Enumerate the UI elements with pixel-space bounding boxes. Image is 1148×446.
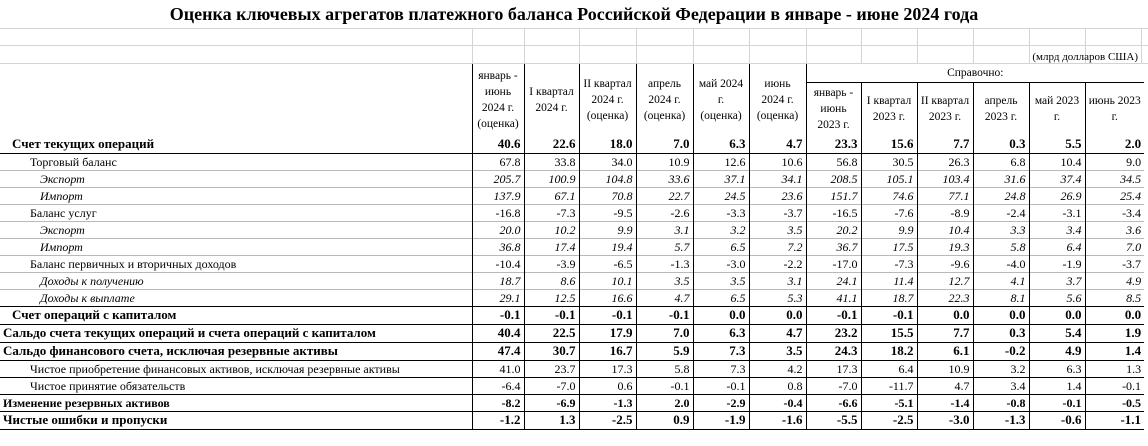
table-row xyxy=(0,135,1144,153)
value-cell: 3.1 xyxy=(636,221,693,238)
row-label: Торговый баланс xyxy=(30,154,117,169)
value-cell: -3.3 xyxy=(693,204,749,221)
value-cell: 3.5 xyxy=(749,221,806,238)
value-cell: 37.4 xyxy=(1029,170,1085,187)
value-cell: 5.8 xyxy=(636,360,693,377)
value-cell: 5.7 xyxy=(636,238,693,255)
value-cell: 10.2 xyxy=(524,221,579,238)
value-cell: 3.4 xyxy=(973,377,1029,394)
value-cell: 5.4 xyxy=(1029,324,1085,342)
value-cell: -0.1 xyxy=(579,306,636,324)
value-cell: 6.5 xyxy=(693,289,749,306)
value-cell: -7.0 xyxy=(806,377,861,394)
value-cell: -6.5 xyxy=(579,255,636,272)
value-cell: 4.2 xyxy=(749,360,806,377)
value-cell: 0.0 xyxy=(749,306,806,324)
value-cell: 0.6 xyxy=(579,377,636,394)
value-cell: -7.3 xyxy=(524,204,579,221)
table-row xyxy=(0,324,1144,342)
value-cell: 6.4 xyxy=(1029,238,1085,255)
table-row xyxy=(0,272,1144,289)
value-cell: 19.4 xyxy=(579,238,636,255)
value-cell: -8.9 xyxy=(917,204,973,221)
value-cell: -0.1 xyxy=(1085,377,1144,394)
value-cell: -2.5 xyxy=(579,411,636,429)
value-cell: -1.3 xyxy=(973,411,1029,429)
value-cell: 17.5 xyxy=(861,238,917,255)
value-cell: 7.0 xyxy=(636,324,693,342)
value-cell: 12.6 xyxy=(693,153,749,170)
value-cell: 31.6 xyxy=(973,170,1029,187)
value-cell: 10.9 xyxy=(917,360,973,377)
value-cell: 40.6 xyxy=(472,135,524,153)
table-row xyxy=(0,221,1144,238)
col-header: июнь 2024 г. (оценка) xyxy=(749,64,806,135)
value-cell: -4.0 xyxy=(973,255,1029,272)
col-header: январь - июнь 2023 г. xyxy=(806,83,861,136)
value-cell: 0.3 xyxy=(973,324,1029,342)
value-cell: -16.8 xyxy=(472,204,524,221)
row-label: Баланс услуг xyxy=(30,205,97,220)
value-cell: -0.1 xyxy=(472,306,524,324)
value-cell: 6.8 xyxy=(973,153,1029,170)
value-cell: 34.0 xyxy=(579,153,636,170)
value-cell: -0.1 xyxy=(636,306,693,324)
value-cell: 0.9 xyxy=(636,411,693,429)
row-label: Изменение резервных активов xyxy=(3,395,170,410)
value-cell: 7.7 xyxy=(917,135,973,153)
table-row xyxy=(0,394,1144,411)
table-row xyxy=(0,170,1144,187)
value-cell: 9.0 xyxy=(1085,153,1144,170)
value-cell: -0.2 xyxy=(973,342,1029,360)
value-cell: 25.4 xyxy=(1085,187,1144,204)
value-cell: 3.5 xyxy=(693,272,749,289)
table-row xyxy=(0,153,1144,170)
col-header: II квартал 2024 г. (оценка) xyxy=(579,64,636,135)
value-cell: -1.3 xyxy=(579,394,636,411)
value-cell: 3.7 xyxy=(1029,272,1085,289)
value-cell: 1.4 xyxy=(1085,342,1144,360)
value-cell: -6.6 xyxy=(806,394,861,411)
value-cell: 0.3 xyxy=(973,135,1029,153)
value-cell: 5.3 xyxy=(749,289,806,306)
value-cell: 0.0 xyxy=(1029,306,1085,324)
value-cell: 3.4 xyxy=(1029,221,1085,238)
value-cell: 56.8 xyxy=(806,153,861,170)
value-cell: 23.2 xyxy=(806,324,861,342)
page-title: Оценка ключевых агрегатов платежного баланса Российской Федерации в январе - июне 2024 года xyxy=(169,4,979,24)
value-cell: 24.8 xyxy=(973,187,1029,204)
table-row xyxy=(0,289,1144,306)
value-cell: 5.8 xyxy=(973,238,1029,255)
value-cell: 8.1 xyxy=(973,289,1029,306)
value-cell: 7.0 xyxy=(1085,238,1144,255)
col-header: I квартал 2023 г. xyxy=(861,83,917,136)
value-cell: 6.3 xyxy=(1029,360,1085,377)
value-cell: 15.5 xyxy=(861,324,917,342)
value-cell: -11.7 xyxy=(861,377,917,394)
unit-label: (млрд долларов США) xyxy=(1032,51,1138,63)
value-cell: 3.2 xyxy=(973,360,1029,377)
value-cell: 1.4 xyxy=(1029,377,1085,394)
value-cell: -16.5 xyxy=(806,204,861,221)
value-cell: 4.7 xyxy=(636,289,693,306)
row-label: Импорт xyxy=(40,188,83,203)
value-cell: 29.1 xyxy=(472,289,524,306)
value-cell: 26.3 xyxy=(917,153,973,170)
value-cell: 22.7 xyxy=(636,187,693,204)
value-cell: 6.4 xyxy=(861,360,917,377)
value-cell: 5.9 xyxy=(636,342,693,360)
value-cell: 77.1 xyxy=(917,187,973,204)
value-cell: -2.6 xyxy=(636,204,693,221)
balance-table xyxy=(0,64,1144,430)
label-column-header xyxy=(0,64,472,135)
value-cell: -2.9 xyxy=(693,394,749,411)
value-cell: -0.1 xyxy=(693,377,749,394)
value-cell: -3.7 xyxy=(749,204,806,221)
value-cell: -5.1 xyxy=(861,394,917,411)
value-cell: 4.7 xyxy=(749,135,806,153)
value-cell: 33.8 xyxy=(524,153,579,170)
value-cell: 103.4 xyxy=(917,170,973,187)
value-cell: -0.1 xyxy=(524,306,579,324)
value-cell: 6.3 xyxy=(693,135,749,153)
value-cell: 205.7 xyxy=(472,170,524,187)
value-cell: 18.2 xyxy=(861,342,917,360)
value-cell: -1.9 xyxy=(693,411,749,429)
value-cell: -3.0 xyxy=(693,255,749,272)
value-cell: -0.1 xyxy=(1029,394,1085,411)
value-cell: 20.0 xyxy=(472,221,524,238)
value-cell: 6.1 xyxy=(917,342,973,360)
value-cell: 67.8 xyxy=(472,153,524,170)
value-cell: 67.1 xyxy=(524,187,579,204)
value-cell: 33.6 xyxy=(636,170,693,187)
row-label: Чистое приобретение финансовых активов, исключая резервные активы xyxy=(30,361,400,376)
value-cell: -3.9 xyxy=(524,255,579,272)
value-cell: 41.1 xyxy=(806,289,861,306)
value-cell: 34.1 xyxy=(749,170,806,187)
table-row xyxy=(0,255,1144,272)
table-row xyxy=(0,377,1144,394)
value-cell: 37.1 xyxy=(693,170,749,187)
value-cell: -7.0 xyxy=(524,377,579,394)
value-cell: 24.5 xyxy=(693,187,749,204)
value-cell: -2.2 xyxy=(749,255,806,272)
value-cell: 4.1 xyxy=(973,272,1029,289)
value-cell: -5.5 xyxy=(806,411,861,429)
table-body xyxy=(0,135,1144,429)
value-cell: 5.5 xyxy=(1029,135,1085,153)
value-cell: 23.6 xyxy=(749,187,806,204)
value-cell: 36.8 xyxy=(472,238,524,255)
value-cell: 104.8 xyxy=(579,170,636,187)
value-cell: 7.3 xyxy=(693,360,749,377)
row-label: Счет текущих операций xyxy=(12,135,155,151)
value-cell: 4.9 xyxy=(1029,342,1085,360)
value-cell: -7.3 xyxy=(861,255,917,272)
value-cell: -2.4 xyxy=(973,204,1029,221)
value-cell: 17.3 xyxy=(806,360,861,377)
reference-label: Справочно: xyxy=(806,64,1144,83)
row-label: Доходы к выплате xyxy=(40,290,135,305)
value-cell: 7.0 xyxy=(636,135,693,153)
value-cell: -10.4 xyxy=(472,255,524,272)
value-cell: 3.2 xyxy=(693,221,749,238)
value-cell: 26.9 xyxy=(1029,187,1085,204)
value-cell: -1.3 xyxy=(636,255,693,272)
value-cell: 6.5 xyxy=(693,238,749,255)
value-cell: 1.3 xyxy=(524,411,579,429)
value-cell: 34.5 xyxy=(1085,170,1144,187)
table-row xyxy=(0,360,1144,377)
col-header: июнь 2023 г. xyxy=(1085,83,1144,136)
value-cell: 3.5 xyxy=(636,272,693,289)
value-cell: -1.1 xyxy=(1085,411,1144,429)
table-row xyxy=(0,306,1144,324)
row-label: Чистые ошибки и пропуски xyxy=(3,412,168,427)
value-cell: -1.9 xyxy=(1029,255,1085,272)
row-label: Счет операций с капиталом xyxy=(12,307,177,322)
value-cell: 4.9 xyxy=(1085,272,1144,289)
value-cell: -0.8 xyxy=(973,394,1029,411)
value-cell: -3.4 xyxy=(1085,204,1144,221)
value-cell: 47.4 xyxy=(472,342,524,360)
value-cell: 17.4 xyxy=(524,238,579,255)
value-cell: -0.5 xyxy=(1085,394,1144,411)
table-row xyxy=(0,187,1144,204)
reference-header-row xyxy=(0,64,1144,83)
value-cell: 23.7 xyxy=(524,360,579,377)
value-cell: 30.5 xyxy=(861,153,917,170)
row-label: Экспорт xyxy=(40,222,85,237)
row-label: Чистое принятие обязательств xyxy=(30,378,186,393)
value-cell: 74.6 xyxy=(861,187,917,204)
value-cell: 24.1 xyxy=(806,272,861,289)
value-cell: 22.6 xyxy=(524,135,579,153)
value-cell: 12.5 xyxy=(524,289,579,306)
table-row xyxy=(0,342,1144,360)
value-cell: -17.0 xyxy=(806,255,861,272)
value-cell: 3.5 xyxy=(749,342,806,360)
value-cell: 105.1 xyxy=(861,170,917,187)
value-cell: -1.2 xyxy=(472,411,524,429)
value-cell: -6.9 xyxy=(524,394,579,411)
value-cell: 16.7 xyxy=(579,342,636,360)
value-cell: 10.1 xyxy=(579,272,636,289)
value-cell: -8.2 xyxy=(472,394,524,411)
value-cell: -2.5 xyxy=(861,411,917,429)
value-cell: 2.0 xyxy=(636,394,693,411)
value-cell: 8.5 xyxy=(1085,289,1144,306)
col-header: апрель 2024 г. (оценка) xyxy=(636,64,693,135)
value-cell: -6.4 xyxy=(472,377,524,394)
value-cell: 30.7 xyxy=(524,342,579,360)
value-cell: 15.6 xyxy=(861,135,917,153)
value-cell: 3.1 xyxy=(749,272,806,289)
value-cell: 41.0 xyxy=(472,360,524,377)
value-cell: -1.6 xyxy=(749,411,806,429)
value-cell: 10.6 xyxy=(749,153,806,170)
row-label: Доходы к получению xyxy=(40,273,144,288)
value-cell: 17.9 xyxy=(579,324,636,342)
value-cell: 8.6 xyxy=(524,272,579,289)
value-cell: -9.5 xyxy=(579,204,636,221)
value-cell: 137.9 xyxy=(472,187,524,204)
value-cell: 0.0 xyxy=(1085,306,1144,324)
value-cell: 19.3 xyxy=(917,238,973,255)
value-cell: 7.3 xyxy=(693,342,749,360)
value-cell: -0.1 xyxy=(806,306,861,324)
value-cell: 9.9 xyxy=(861,221,917,238)
value-cell: -7.6 xyxy=(861,204,917,221)
value-cell: 36.7 xyxy=(806,238,861,255)
value-cell: -0.1 xyxy=(861,306,917,324)
value-cell: 5.6 xyxy=(1029,289,1085,306)
value-cell: 3.6 xyxy=(1085,221,1144,238)
value-cell: 2.0 xyxy=(1085,135,1144,153)
table-row xyxy=(0,411,1144,429)
row-label: Баланс первичных и вторичных доходов xyxy=(30,256,237,271)
value-cell: 23.3 xyxy=(806,135,861,153)
value-cell: -9.6 xyxy=(917,255,973,272)
value-cell: 6.3 xyxy=(693,324,749,342)
value-cell: 100.9 xyxy=(524,170,579,187)
value-cell: 20.2 xyxy=(806,221,861,238)
value-cell: 16.6 xyxy=(579,289,636,306)
value-cell: 4.7 xyxy=(749,324,806,342)
value-cell: 70.8 xyxy=(579,187,636,204)
col-header: май 2023 г. xyxy=(1029,83,1085,136)
row-label: Экспорт xyxy=(40,171,85,186)
value-cell: 4.7 xyxy=(917,377,973,394)
col-header: апрель 2023 г. xyxy=(973,83,1029,136)
row-label: Сальдо счета текущих операций и счета операций с капиталом xyxy=(3,325,376,340)
value-cell: 3.3 xyxy=(973,221,1029,238)
row-label: Импорт xyxy=(40,239,83,254)
value-cell: 9.9 xyxy=(579,221,636,238)
table-row xyxy=(0,238,1144,255)
value-cell: 24.3 xyxy=(806,342,861,360)
value-cell: -3.7 xyxy=(1085,255,1144,272)
value-cell: -0.4 xyxy=(749,394,806,411)
value-cell: 18.7 xyxy=(861,289,917,306)
value-cell: 22.5 xyxy=(524,324,579,342)
value-cell: 1.9 xyxy=(1085,324,1144,342)
col-header: январь - июнь 2024 г. (оценка) xyxy=(472,64,524,135)
value-cell: 0.8 xyxy=(749,377,806,394)
value-cell: 17.3 xyxy=(579,360,636,377)
col-header: май 2024 г. (оценка) xyxy=(693,64,749,135)
value-cell: -1.4 xyxy=(917,394,973,411)
row-label: Сальдо финансового счета, исключая резервные активы xyxy=(3,343,338,358)
col-header: I квартал 2024 г. xyxy=(524,64,579,135)
value-cell: 18.0 xyxy=(579,135,636,153)
table-row xyxy=(0,204,1144,221)
value-cell: -0.6 xyxy=(1029,411,1085,429)
value-cell: 11.4 xyxy=(861,272,917,289)
value-cell: 40.4 xyxy=(472,324,524,342)
value-cell: 0.0 xyxy=(973,306,1029,324)
value-cell: 22.3 xyxy=(917,289,973,306)
value-cell: 7.2 xyxy=(749,238,806,255)
value-cell: -3.0 xyxy=(917,411,973,429)
value-cell: 18.7 xyxy=(472,272,524,289)
value-cell: 7.7 xyxy=(917,324,973,342)
value-cell: 0.0 xyxy=(917,306,973,324)
value-cell: 0.0 xyxy=(693,306,749,324)
value-cell: 208.5 xyxy=(806,170,861,187)
value-cell: 151.7 xyxy=(806,187,861,204)
col-header: II квартал 2023 г. xyxy=(917,83,973,136)
value-cell: 1.3 xyxy=(1085,360,1144,377)
value-cell: -3.1 xyxy=(1029,204,1085,221)
value-cell: 10.9 xyxy=(636,153,693,170)
value-cell: 10.4 xyxy=(1029,153,1085,170)
value-cell: 10.4 xyxy=(917,221,973,238)
value-cell: 12.7 xyxy=(917,272,973,289)
value-cell: -0.1 xyxy=(636,377,693,394)
